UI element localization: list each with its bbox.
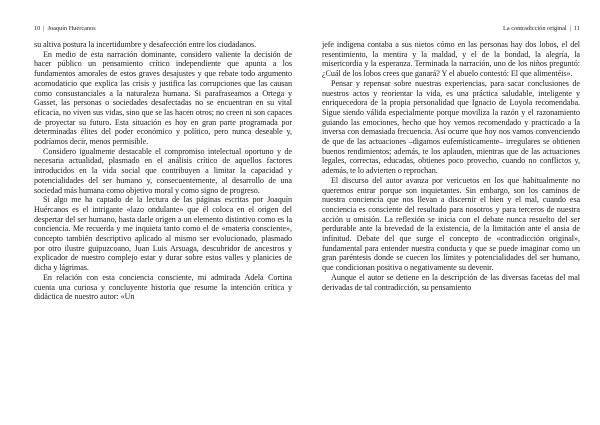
header-separator: | <box>569 25 571 32</box>
left-running-header <box>34 24 292 34</box>
paragraph: jefe indígena contaba a sus nietos cómo en las personas hay dos lobos, el del resentimiento, la mentira y la maldad, y el de la bondad, la alegría, la misericordia y la esperanza. Terminada la narración, uno de los niños preguntó: ¿Cuál de los lobos crees que ganará? Y el abuelo contestó: El que alimentéis». <box>322 40 580 79</box>
right-page <box>322 0 580 425</box>
right-running-head: La contradicción original <box>503 25 567 32</box>
left-page <box>34 0 292 425</box>
right-page-number: 11 <box>573 25 580 32</box>
right-page-body <box>322 40 580 292</box>
paragraph: Pensar y repensar sobre nuestras experiencias, para sacar conclusiones de nuestros actos y reorientar la vida, es una práctica saludable, inteligente y enriquecedora de la propia personalidad que Ignacio de Loyola recomendaba. Sigue siendo válida especialmente porque moviliza la razón y el razonamiento guiando las emociones, hecho que hoy vemos recomendado y practicado a la inversa con demasiada frecuencia. Así ocurre que hoy nos vamos convenciendo de que de las actuaciones –digamos eufemísticamente– irregulares se obtienen buenos rendimientos; además, te los aplauden, mientras que de las actuaciones legales, correctas, educadas, obtienes poco provecho, cuando no conflictos y, además, te lo advierten o reprochan. <box>322 78 580 176</box>
left-page-body <box>34 40 292 302</box>
paragraph: su altiva postura la incertidumbre y desafección entre los ciudadanos. <box>34 40 257 49</box>
paragraph: Si algo me ha captado de la lectura de las páginas escritas por Joaquín Huércanos es el intrigante «lazo ondulante» que él coloca en el origen del despertar del ser humano, hasta darle origen a un elemento distintivo como es la conciencia. Me recuerda y me inquieta tanto como el de «materia consciente», concepto también descriptivo aplicado al mismo ser evolucionado, plasmado por otro ilustre guipuzcoano, Juan Luis Arsuaga, descubridor de ancestros y explicador de nuestro complejo estar y durar sobre estos valles y planicies de dicha y lágrimas. <box>34 195 292 273</box>
paragraph: En relación con esta conciencia consciente, mi admirada Adela Cortina cuenta una curiosa y concluyente historia que resume la intención crítica y didáctica de nuestro autor: «Un <box>34 272 292 302</box>
paragraph: El discurso del autor avanza por vericuetos en los que habitualmente no queremos entrar porque son inquietantes. Sin embargo, son los caminos de nuestra conciencia que nos llevan a discernir el bien y el mal, cuando esa conciencia es consciente del resultado para nosotros y para terceros de nuestra acción u omisión. La reflexión se inicia con el debate nunca resuelto del ser perdurable ante la brevedad de la existencia, de la limitación ante el ansia de infinitud. Debate del que surge el concepto de «contradicción original», fundamental para entender nuestra conducta y que se puede imaginar como un gran paréntesis donde se cuecen los límites y potencialidades del ser humano, que condicionan positiva o negativamente su devenir. <box>322 175 580 273</box>
right-running-header <box>322 24 580 34</box>
left-running-head: Joaquín Huércanos <box>47 25 96 32</box>
paragraph: En medio de esta narración dominante, considero valiente la decisión de hacer público un pensamiento crítico independiente que apunta a los fundamentos amorales de estos graves desajustes y que rebate todo argumento acomodaticio que explica las crisis y justifica las corrupciones que las causan como consustanciales a la naturaleza humana. Si parafraseamos a Ortega y Gasset, las personas o sociedades desafectadas no se encuentran en su vital eficacia, no viven sus vidas, sino que se las hacen otros; no creen ni son capaces de proyectar su futuro. Esta situación es hoy en gran parte programada por determinadas élites del poder económico y político, pero nunca deseable y, podríamos decir, menos permisible. <box>34 49 292 147</box>
paragraph: Considero igualmente destacable el compromiso intelectual oportuno y de necesaria actualidad, plasmado en el análisis crítico de aquellos factores introducidos en la vida social que contribuyen a limitar la capacidad y potencialidades del ser humano y, consecuentemente, al desarrollo de una sociedad más humana como objetivo moral y como signo de progreso. <box>34 146 292 195</box>
paragraph: Aunque el autor se detiene en la descripción de las diversas facetas del mal derivadas de tal contradicción, su pensamiento <box>322 272 580 292</box>
header-separator: | <box>43 25 45 32</box>
left-page-number: 10 <box>34 25 41 32</box>
